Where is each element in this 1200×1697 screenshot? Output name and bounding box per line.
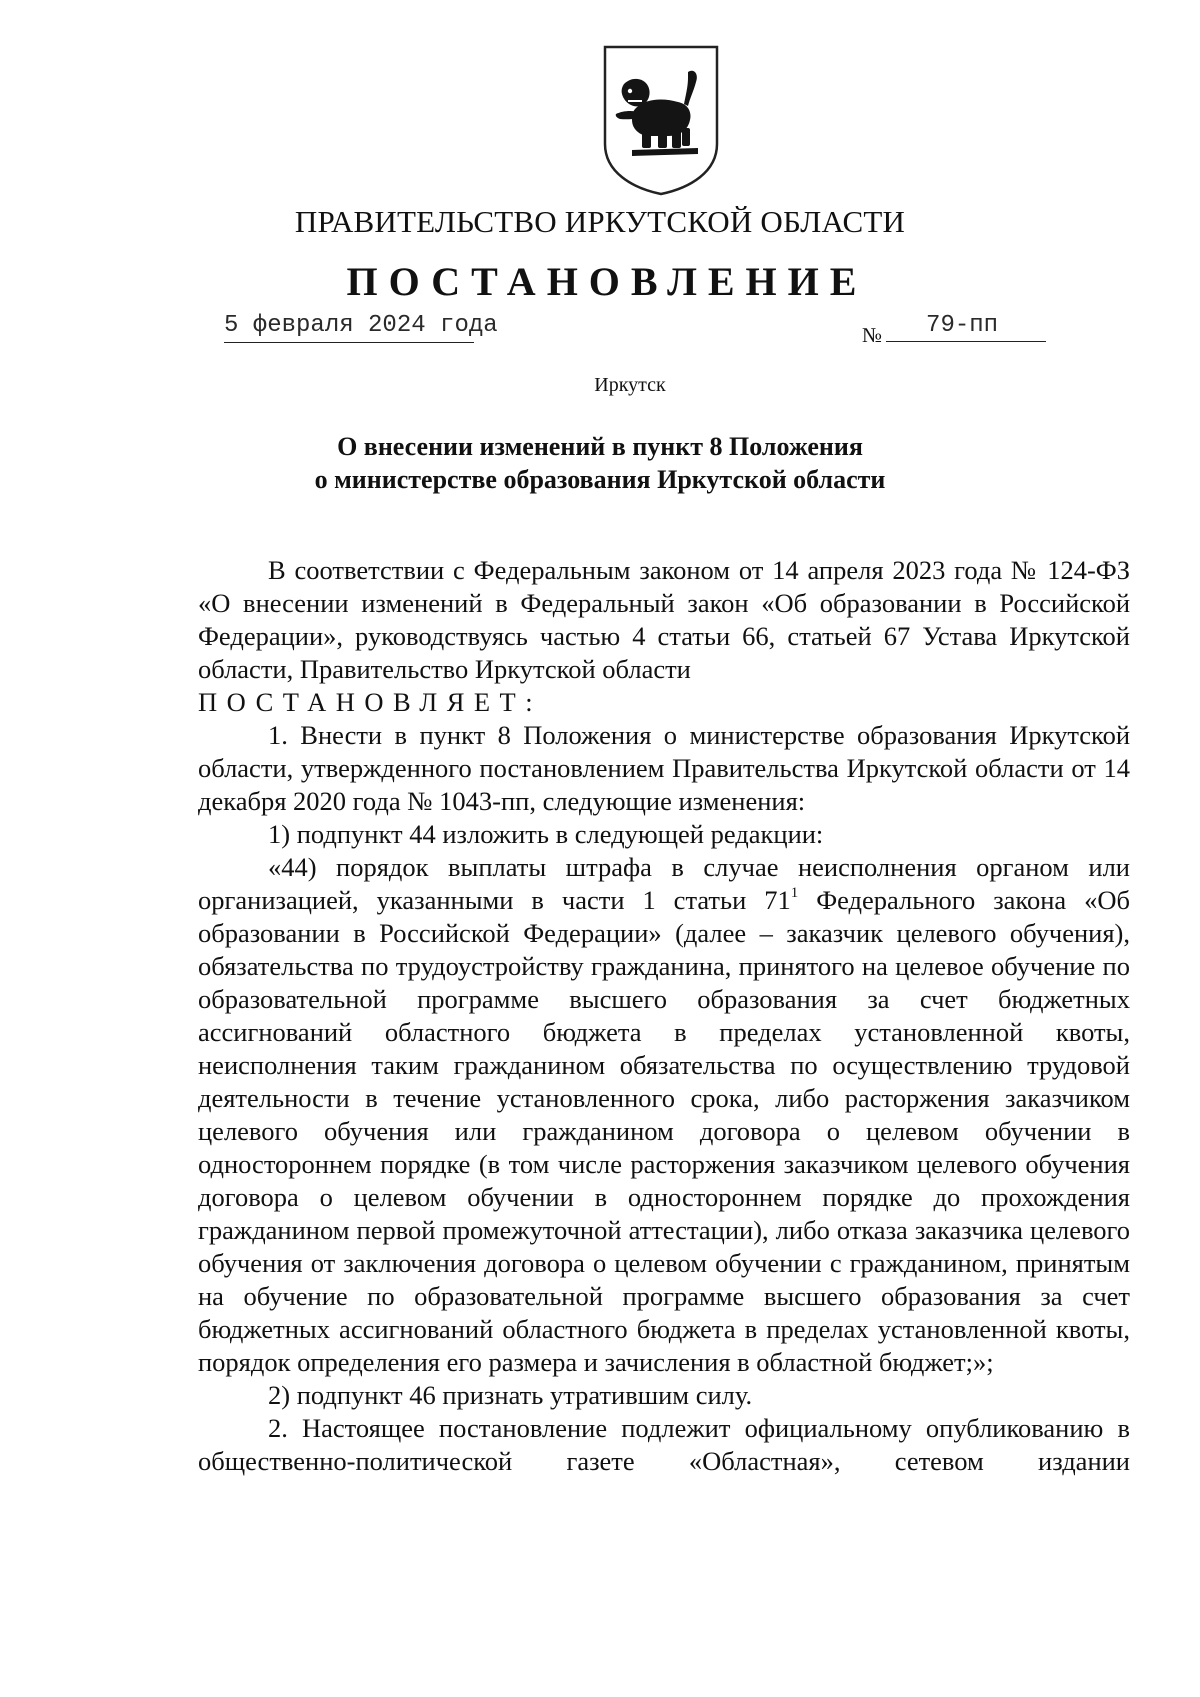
document-title bbox=[0, 430, 1200, 496]
subitem-2-paragraph: 2) подпункт 46 признать утратившим силу. bbox=[268, 1380, 753, 1410]
title-line-1: О внесении изменений в пункт 8 Положения bbox=[337, 432, 863, 461]
preamble-paragraph: В соответствии с Федеральным законом от 14 апреля 2023 года № 124-ФЗ «О внесении изменений в Федеральный закон «Об образовании в Российской Федерации», руководствуясь частью 4 статьи 66, статьей 67 Устава Иркутской области, Правительство Иркутской области bbox=[198, 555, 1130, 684]
subitem-44-end: Федерального закона «Об образовании в Российской Федерации» (далее – заказчик целевого обучения), обязательства по трудоустройству гражданина, принятого на целевое обучение по образовательной программе высшего образования за счет бюджетных ассигнований областного бюджета в пределах установленной квоты, неисполнения таким гражданином обязательства по осуществлению трудовой деятельности в течение установленного срока, либо расторжения заказчиком целевого обучения или гражданином договора о целевом обучении в одностороннем порядке (в том числе расторжения заказчиком целевого обучения договора о целевом обучении в одностороннем порядке до прохождения гражданином первой промежуточной аттестации), либо отказа заказчика целевого обучения от заключения договора о целевом обучении с гражданином, принятым на обучение по образовательной программе высшего образования за счет бюджетных ассигнований областного бюджета в пределах установленной квоты, порядок определения его размера и зачисления в областной бюджет;»; bbox=[198, 885, 1130, 1377]
article-superscript: 1 bbox=[790, 885, 799, 902]
document-number: 79-пп bbox=[886, 312, 1046, 342]
subitem-1-paragraph: 1) подпункт 44 изложить в следующей редакции: bbox=[268, 819, 824, 849]
decree-word: ПОСТАНОВЛЯЕТ: bbox=[198, 687, 543, 717]
item-1-paragraph: 1. Внести в пункт 8 Положения о министерстве образования Иркутской области, утвержденного постановлением Правительства Иркутской области от 14 декабря 2020 года № 1043-пп, следующие изменения: bbox=[198, 720, 1130, 816]
government-name: ПРАВИТЕЛЬСТВО ИРКУТСКОЙ ОБЛАСТИ bbox=[294, 204, 906, 239]
subitem-44-text bbox=[198, 851, 1130, 1379]
document-body bbox=[198, 554, 1130, 1478]
document-number-field bbox=[862, 312, 1046, 348]
item-2-paragraph: 2. Настоящее постановление подлежит официальному опубликованию в общественно-политической газете «Областная», сетевом издании bbox=[198, 1413, 1130, 1476]
document-date: 5 февраля 2024 года bbox=[224, 312, 474, 343]
title-line-2: о министерстве образования Иркутской области bbox=[314, 465, 886, 494]
city-name: Иркутск bbox=[594, 374, 666, 396]
subitem-44-start: «44) порядок выплаты штрафа в случае неисполнения органом или организацией, указанными в части 1 статьи 71 bbox=[198, 852, 1130, 915]
document-type: ПОСТАНОВЛЕНИЕ bbox=[346, 259, 868, 304]
number-sign: № bbox=[862, 323, 883, 347]
coat-of-arms-icon bbox=[602, 44, 720, 196]
